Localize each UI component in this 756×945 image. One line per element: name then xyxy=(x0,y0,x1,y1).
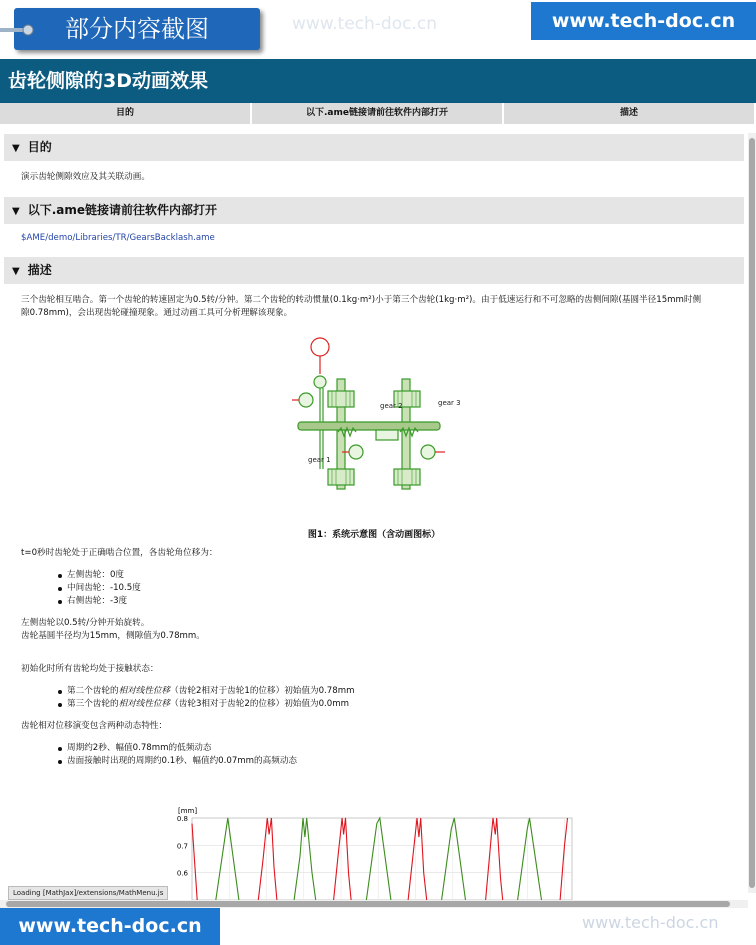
purpose-text: 演示齿轮侧隙效应及其关联动画。 xyxy=(21,172,150,182)
bullet-icon xyxy=(58,747,62,751)
section-link-title: 以下.ame链接请前往软件内部打开 xyxy=(27,203,218,217)
section-description-header[interactable] xyxy=(4,257,744,284)
gear-system-schematic xyxy=(280,334,470,499)
watermark-box-bottom: www.tech-doc.cn xyxy=(0,908,220,945)
angle-item-middle: 中间齿轮：-10.5度 xyxy=(67,583,141,593)
tab-link[interactable]: 以下.ame链接请前往软件内部打开 xyxy=(252,103,504,124)
watermark-faint-top: www.tech-doc.cn xyxy=(292,14,437,34)
chart-y-tick: 0.6 xyxy=(176,869,188,878)
gear1-label: gear 1 xyxy=(308,456,331,464)
bullet-icon xyxy=(58,760,62,764)
angle-item-right: 右侧齿轮：-3度 xyxy=(67,596,128,606)
backlash-chart xyxy=(160,806,580,900)
watermark-badge: 部分内容截图 xyxy=(14,8,260,50)
pin-icon xyxy=(0,24,34,36)
angle-item-left: 左侧齿轮：0度 xyxy=(67,570,125,580)
dynamics-item-2: 齿面接触时出现的周期约0.1秒、幅值约0.07mm的高频动态 xyxy=(67,756,298,766)
section-purpose-header[interactable] xyxy=(4,134,744,161)
page-title: 齿轮侧隙的3D动画效果 xyxy=(0,59,756,103)
rotate-line2: 齿轮基圆半径均为15mm，侧隙值为0.78mm。 xyxy=(21,631,205,641)
init-item-2: 第三个齿轮的相对线性位移（齿轮3相对于齿轮2的位移）初始值为0.0mm xyxy=(67,699,350,709)
tab-bar xyxy=(0,103,756,124)
vertical-scroll-thumb[interactable] xyxy=(749,138,755,888)
description-paragraph-line2: 隙0.78mm)，会出现齿轮碰撞现象。通过动画工具可分析理解该现象。 xyxy=(21,308,293,318)
collapse-triangle-icon[interactable]: ▼ xyxy=(12,143,20,154)
content-area xyxy=(0,124,748,900)
figure-caption: 图1：系统示意图（含动画图标） xyxy=(307,530,441,540)
collapse-triangle-icon[interactable]: ▼ xyxy=(12,266,20,277)
chart-y-unit: [mm] xyxy=(178,807,198,815)
collapse-triangle-icon[interactable]: ▼ xyxy=(12,206,20,217)
bullet-icon xyxy=(58,574,62,578)
chart-y-tick: 0.8 xyxy=(176,815,188,823)
watermark-faint-bottom: www.tech-doc.cn xyxy=(582,913,719,932)
dynamics-intro: 齿轮相对位移演变包含两种动态特性： xyxy=(21,721,168,731)
speed-source-icon xyxy=(311,338,329,356)
bullet-icon xyxy=(58,587,62,591)
mathjax-loading-status: Loading [MathJax]/extensions/MathMenu.js xyxy=(8,886,168,900)
chart-y-tick: 0.7 xyxy=(176,842,188,851)
t0-intro: t=0秒时齿轮处于正确啮合位置，各齿轮角位移为： xyxy=(21,548,218,558)
section-link-header[interactable] xyxy=(4,197,744,224)
bullet-icon xyxy=(58,690,62,694)
gear3-label: gear 3 xyxy=(438,399,461,407)
description-paragraph-line1: 三个齿轮相互啮合。第一个齿轮的转速固定为0.5转/分钟。第二个齿轮的转动惯量(0.1kg·m²)小于第三个齿轮(1kg·m²)。由于低速运行和不可忽略的齿侧间隙(基圆半径15mm时侧 xyxy=(21,295,702,305)
bullet-icon xyxy=(58,600,62,604)
horizontal-scroll-thumb[interactable] xyxy=(6,901,730,907)
gear2-label: gear 2 xyxy=(380,402,403,410)
dynamics-item-1: 周期约2秒、幅值0.78mm的低频动态 xyxy=(67,743,212,753)
init-item-1: 第二个齿轮的相对线性位移（齿轮2相对于齿轮1的位移）初始值为0.78mm xyxy=(67,686,355,696)
bullet-icon xyxy=(58,703,62,707)
tab-purpose[interactable]: 目的 xyxy=(0,103,252,124)
watermark-box-top: www.tech-doc.cn xyxy=(531,2,756,40)
rotate-line1: 左侧齿轮以0.5转/分钟开始旋转。 xyxy=(21,618,150,628)
init-intro: 初始化时所有齿轮均处于接触状态： xyxy=(21,664,159,674)
section-description-title: 描述 xyxy=(27,263,52,277)
ame-file-link[interactable]: $AME/demo/Libraries/TR/GearsBacklash.ame xyxy=(21,233,215,243)
tab-description[interactable]: 描述 xyxy=(504,103,756,124)
section-purpose-title: 目的 xyxy=(27,140,52,154)
